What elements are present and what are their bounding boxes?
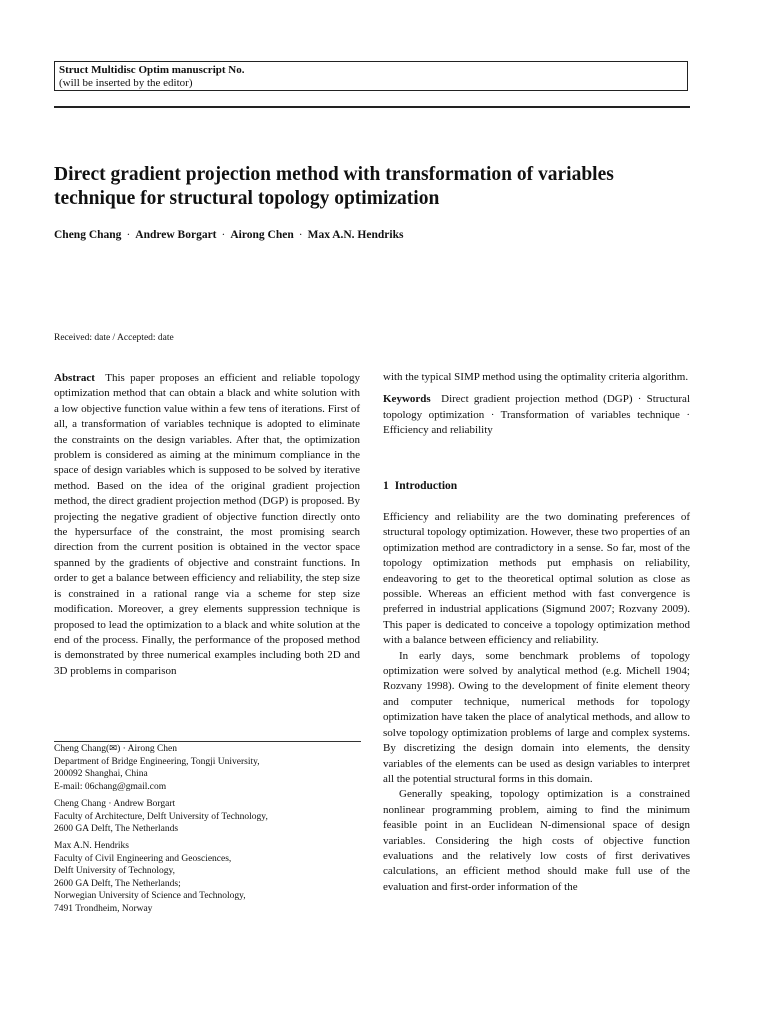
keywords-paragraph: [383, 392, 690, 438]
abstract-block: [54, 371, 360, 679]
affiliation-email: E-mail: 06chang@gmail.com: [54, 781, 167, 792]
author-name: Max A.N. Hendriks: [307, 229, 404, 241]
section-heading-introduction: [383, 480, 457, 492]
abstract-continuation: with the typical SIMP method using the optimality criteria algorithm.: [383, 371, 689, 383]
affiliation-line: Department of Bridge Engineering, Tongji University,: [54, 756, 260, 767]
author-separator: ·: [298, 229, 303, 241]
affiliation-line: Delft University of Technology,: [54, 866, 175, 877]
author-separator: ·: [126, 229, 131, 241]
affiliation-line: 2600 GA Delft, The Netherlands: [54, 824, 179, 835]
affiliation-line: Faculty of Architecture, Delft University of Technology,: [54, 811, 268, 822]
keywords-text: Direct gradient projection method (DGP) · Structural topology optimization · Transformation of variables technique · Efficiency and reliability: [383, 393, 690, 437]
abstract-text: This paper proposes an efficient and reliable topology optimization method that can obtain a black and white solution with a low objective function value within a few tens of iterations. First of all, a transformation of variables technique is adopted to eliminate the constraints on the design variables. After that, the optimization problem is considered as aiming at the minimum compliance in the space of design variables which is supposed to be solved by iterative method. Based on the idea of the original gradient projection method, the direct gradient projection method (DGP) is proposed. By projecting the negative gradient of objective function directly onto the hypersurface of the constraint, the most promising search direction from the current position is obtained in the vector space spanned by the gradients of objective and constraint functions. In order to get a balance between efficiency and reliability, the step size is constrained in a rational range via a scheme for step size modification. Moreover, a grey elements suppression technique is proposed to lead the optimization to a black and white solution at the end of the process. Finally, the performance of the proposed method is demonstrated by three numerical examples including both 2D and 3D problems in comparison: [54, 372, 360, 677]
header-rule: [54, 106, 690, 108]
affiliation-line: Cheng Chang · Andrew Borgart: [54, 799, 176, 809]
journal-header-box: [54, 61, 688, 91]
affiliation-block: [54, 798, 360, 836]
affiliation-line: 2600 GA Delft, The Netherlands;: [54, 878, 181, 889]
introduction-body: [383, 510, 690, 895]
author-list: [54, 229, 403, 241]
abstract-continuation-block: [383, 370, 690, 439]
keywords-label: Keywords: [383, 393, 431, 406]
affiliation-line: 200092 Shanghai, China: [54, 769, 148, 780]
author-name: Andrew Borgart: [135, 229, 217, 241]
affiliation-line: Max A.N. Hendriks: [54, 841, 129, 851]
received-date: Received: date / Accepted: date: [54, 333, 174, 343]
section-title: Introduction: [394, 480, 458, 492]
editor-note: (will be inserted by the editor): [59, 77, 193, 89]
section-number: 1: [383, 480, 389, 492]
affiliation-block: [54, 840, 360, 916]
paper-title: Direct gradient projection method with transformation of variables technique for structural topology optimization: [54, 164, 614, 209]
intro-paragraph: In early days, some benchmark problems of topology optimization were solved by analytical method (e.g. Michell 1904; Rozvany 1998). Owing to the development of finite element theory and computer technique, numerical methods for topology optimization have taken the place of analytical methods, and allow to solve topology optimization problems of large and complex systems. By discretizing the design domain into elements, the density variables of the elements can be used as design variables to interpret all the potential structural forms in this domain.: [383, 649, 690, 785]
journal-name: Struct Multidisc Optim manuscript No.: [59, 64, 245, 76]
affiliation-line: 7491 Trondheim, Norway: [54, 903, 153, 914]
author-name: Cheng Chang: [54, 229, 122, 241]
author-name: Airong Chen: [230, 229, 294, 241]
intro-paragraph: Generally speaking, topology optimization is a constrained nonlinear programming problem, aiming to find the minimum feasible point in an Euclidean N-dimensional space of design variables. Considering the high costs of objective function evaluations and the relatively low costs of first derivatives calculations, an efficient method should make full use of the evaluation and first-order information of the: [383, 788, 690, 893]
affiliation-line: Faculty of Civil Engineering and Geosciences,: [54, 853, 232, 864]
intro-paragraph: Efficiency and reliability are the two dominating preferences of structural topology optimization. However, these two properties of an optimization method are contradictory in a sense. So far, most of the topology optimization methods put emphasis on reliability, endeavoring to get to the theoretical optimal solution as close as possible. Whereas an efficient method with fast convergence is preferred in industrial applications (Sigmund 2007; Rozvany 2009). This paper is dedicated to conceive a topology optimization method with a balance between efficiency and reliability.: [383, 511, 690, 647]
affiliation-line: Cheng Chang(✉) · Airong Chen: [54, 744, 177, 754]
abstract-label: Abstract: [54, 372, 95, 384]
abstract-paragraph: [54, 371, 360, 679]
affiliation-line: Norwegian University of Science and Technology,: [54, 891, 246, 902]
affiliation-block: [54, 743, 360, 793]
footnote-rule: [54, 741, 361, 742]
author-separator: ·: [221, 229, 226, 241]
